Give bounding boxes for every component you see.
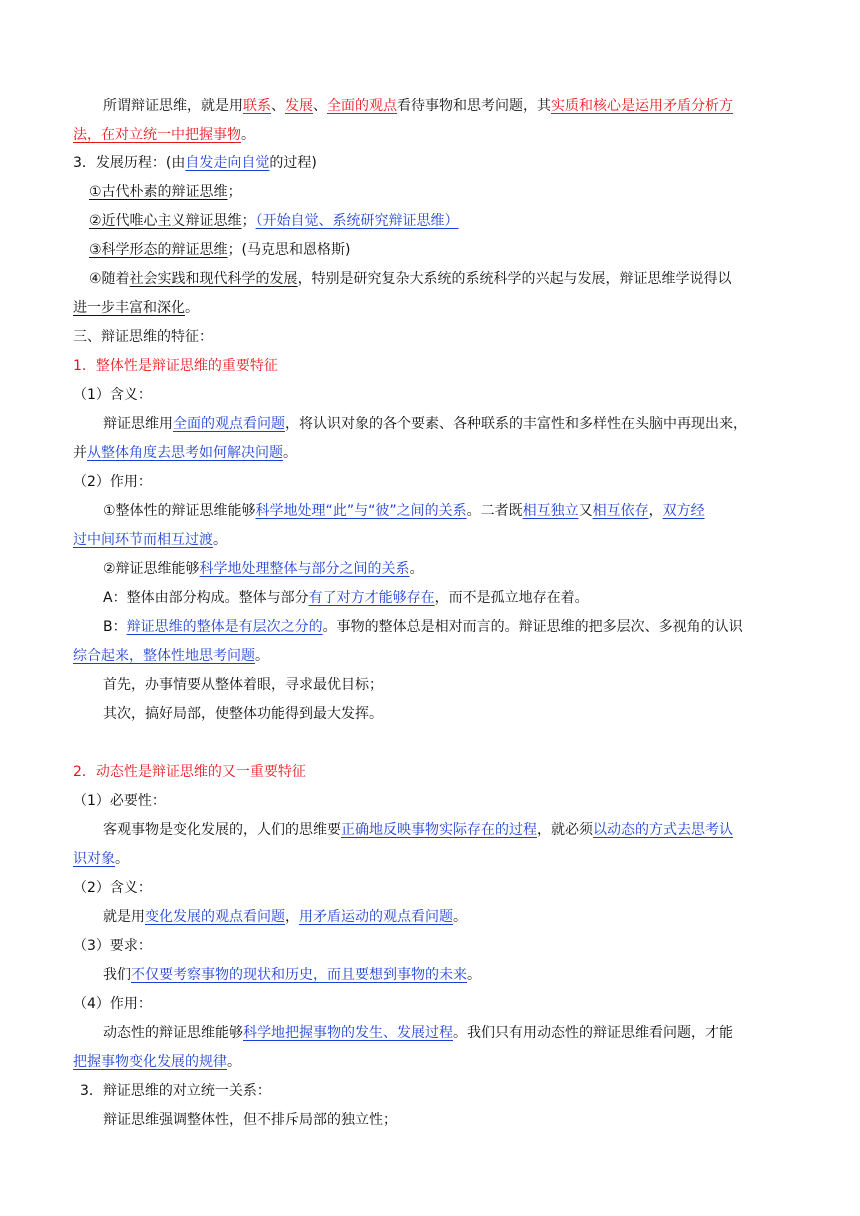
- text: ，: [285, 909, 299, 925]
- text: ②辩证思维能够: [103, 561, 200, 577]
- highlight-link: 用矛盾运动的观点看问题: [299, 909, 453, 925]
- text: 1．整体性是辩证思维的重要特征: [73, 358, 278, 374]
- text: 并: [73, 445, 87, 461]
- highlight-link: 把握事物变化发展的规律: [73, 1054, 227, 1070]
- text: B：: [103, 619, 127, 635]
- text: ④随着: [89, 271, 130, 287]
- text: 。: [453, 909, 467, 925]
- feature-2-requirement-label: [73, 936, 152, 956]
- text: 所谓辩证思维，就是用: [103, 98, 243, 114]
- underlined-text: ②近代唯心主义辩证思维: [89, 213, 242, 229]
- underlined-text: ③科学形态的辩证思维: [89, 242, 228, 258]
- feature-1-heading: [73, 356, 278, 376]
- text: 。: [409, 561, 424, 577]
- feature-2-role-label: [73, 994, 152, 1014]
- text: 客观事物是变化发展的，人们的思维要: [103, 822, 341, 838]
- highlight-link: 科学地处理整体与部分之间的关系: [199, 561, 410, 577]
- text: ；(马克思和恩格斯): [227, 242, 351, 258]
- text: ，将认识对象的各个要素、各种联系的丰富性和多样性在头脑中再现出来，: [285, 416, 747, 432]
- feature-2-meaning-label: [73, 878, 152, 898]
- highlight-link: 科学地处理“此”与“彼”之间的关系: [255, 503, 467, 519]
- text: ，: [648, 503, 663, 519]
- definition-line-2: [73, 125, 255, 145]
- highlight-link: （开始自觉、系统研究辩证思维）: [255, 213, 459, 229]
- text: 、: [313, 98, 327, 114]
- text: ；: [241, 213, 256, 229]
- history-item-3: [89, 240, 351, 260]
- feature-1-role-1-line-1: [103, 501, 705, 521]
- highlight-link: 过中间环节而相互过渡: [73, 532, 213, 548]
- text: 其次，搞好局部，使整体功能得到最大发挥。: [103, 706, 383, 722]
- unity-paragraph: [103, 1110, 397, 1130]
- feature-1-first: [103, 675, 383, 695]
- highlight-link: 全面的观点看问题: [173, 416, 285, 432]
- text: （2）含义：: [73, 880, 152, 896]
- feature-2-necessity-line-1: [103, 820, 733, 840]
- highlight-link: 辩证思维的整体是有层次之分的: [126, 619, 323, 635]
- text: A：整体由部分构成。整体与部分: [103, 590, 309, 606]
- text: ，而不是孤立地存在着。: [434, 590, 589, 606]
- text: 辩证思维强调整体性，但不排斥局部的独立性；: [103, 1112, 397, 1128]
- text: 又: [578, 503, 593, 519]
- section-three-heading: [73, 327, 213, 347]
- text: 的过程): [269, 155, 317, 171]
- text: 。二者既: [466, 503, 523, 519]
- underlined-text: 进一步丰富和深化: [73, 300, 185, 316]
- text: 。我们只有用动态性的辩证思维看问题，才能: [453, 1025, 733, 1041]
- highlight-link: 识对象: [73, 851, 115, 867]
- feature-1-meaning-label: [73, 385, 152, 405]
- text: （4）作用：: [73, 996, 152, 1012]
- text: 就是用: [103, 909, 145, 925]
- highlight-link: 不仅要考察事物的现状和历史，而且要想到事物的未来: [131, 967, 467, 983]
- underlined-text: 社会实践和现代科学的发展: [129, 271, 298, 287]
- text: 。: [283, 445, 297, 461]
- highlight-link: 综合起来，整体性地思考问题: [73, 648, 255, 664]
- highlight-link: 科学地把握事物的发生、发展过程: [243, 1025, 453, 1041]
- text: 2．动态性是辩证思维的又一重要特征: [73, 764, 306, 780]
- text: 3．发展历程：(由: [73, 155, 186, 171]
- feature-2-necessity-label: [73, 791, 166, 811]
- history-item-4-line-1: [89, 269, 732, 289]
- highlight-link: 实质和核心是运用矛盾分析方: [551, 98, 733, 114]
- text: 三、辩证思维的特征：: [73, 329, 213, 345]
- feature-1-role-label: [73, 472, 152, 492]
- text: 。事物的整体总是相对而言的。辩证思维的把多层次、多视角的认识: [322, 619, 743, 635]
- feature-1-point-b-line-2: [73, 646, 269, 666]
- highlight-link: 发展: [285, 98, 313, 114]
- feature-1-role-2: [103, 559, 424, 579]
- text: 。: [227, 1054, 241, 1070]
- text: 。: [467, 967, 481, 983]
- feature-1-point-b-line-1: [103, 617, 743, 637]
- feature-1-role-1-line-2: [73, 530, 227, 550]
- text: 辩证思维用: [103, 416, 173, 432]
- highlight-link: 相互独立: [522, 503, 579, 519]
- text: 动态性的辩证思维能够: [103, 1025, 243, 1041]
- highlight-link: 有了对方才能够存在: [308, 590, 435, 606]
- text: 。: [241, 127, 255, 143]
- text: 。: [255, 648, 269, 664]
- text: ①整体性的辩证思维能够: [103, 503, 256, 519]
- text: （2）作用：: [73, 474, 152, 490]
- feature-2-meaning: [103, 907, 467, 927]
- underlined-text: ①古代朴素的辩证思维: [89, 184, 228, 200]
- unity-heading: [80, 1081, 271, 1101]
- feature-1-second: [103, 704, 383, 724]
- feature-2-role-line-2: [73, 1052, 241, 1072]
- feature-2-heading: [73, 762, 306, 782]
- highlight-link: 变化发展的观点看问题: [145, 909, 285, 925]
- text: （1）必要性：: [73, 793, 166, 809]
- text: 、: [271, 98, 285, 114]
- feature-1-point-a: [103, 588, 589, 608]
- feature-2-requirement: [103, 965, 481, 985]
- feature-1-meaning-line-1: [103, 414, 747, 434]
- highlight-link: 正确地反映事物实际存在的过程: [341, 822, 537, 838]
- text: 。: [185, 300, 199, 316]
- highlight-link: 法，在对立统一中把握事物: [73, 127, 241, 143]
- text: （3）要求：: [73, 938, 152, 954]
- highlight-link: 联系: [243, 98, 271, 114]
- history-item-1: [89, 182, 242, 202]
- history-heading: [73, 153, 317, 173]
- history-item-2: [89, 211, 459, 231]
- highlight-link: 相互依存: [592, 503, 649, 519]
- text: （1）含义：: [73, 387, 152, 403]
- feature-2-role-line-1: [103, 1023, 733, 1043]
- text: ，特别是研究复杂大系统的系统科学的兴起与发展，辩证思维学说得以: [297, 271, 732, 287]
- text: 。: [115, 851, 129, 867]
- text: 。: [213, 532, 227, 548]
- text: 3．辩证思维的对立统一关系：: [80, 1083, 271, 1099]
- feature-2-necessity-line-2: [73, 849, 129, 869]
- highlight-link: 全面的观点: [327, 98, 397, 114]
- highlight-link: 从整体角度去思考如何解决问题: [87, 445, 283, 461]
- highlight-link: 双方经: [662, 503, 705, 519]
- text: 看待事物和思考问题，其: [397, 98, 551, 114]
- highlight-link: 自发走向自觉: [185, 155, 270, 171]
- highlight-link: 以动态的方式去思考认: [593, 822, 733, 838]
- feature-1-meaning-line-2: [73, 443, 297, 463]
- text: 首先，办事情要从整体着眼，寻求最优目标；: [103, 677, 383, 693]
- text: ；: [227, 184, 242, 200]
- text: 我们: [103, 967, 131, 983]
- definition-line-1: [103, 96, 733, 116]
- history-item-4-line-2: [73, 298, 199, 318]
- text: ，就必须: [537, 822, 593, 838]
